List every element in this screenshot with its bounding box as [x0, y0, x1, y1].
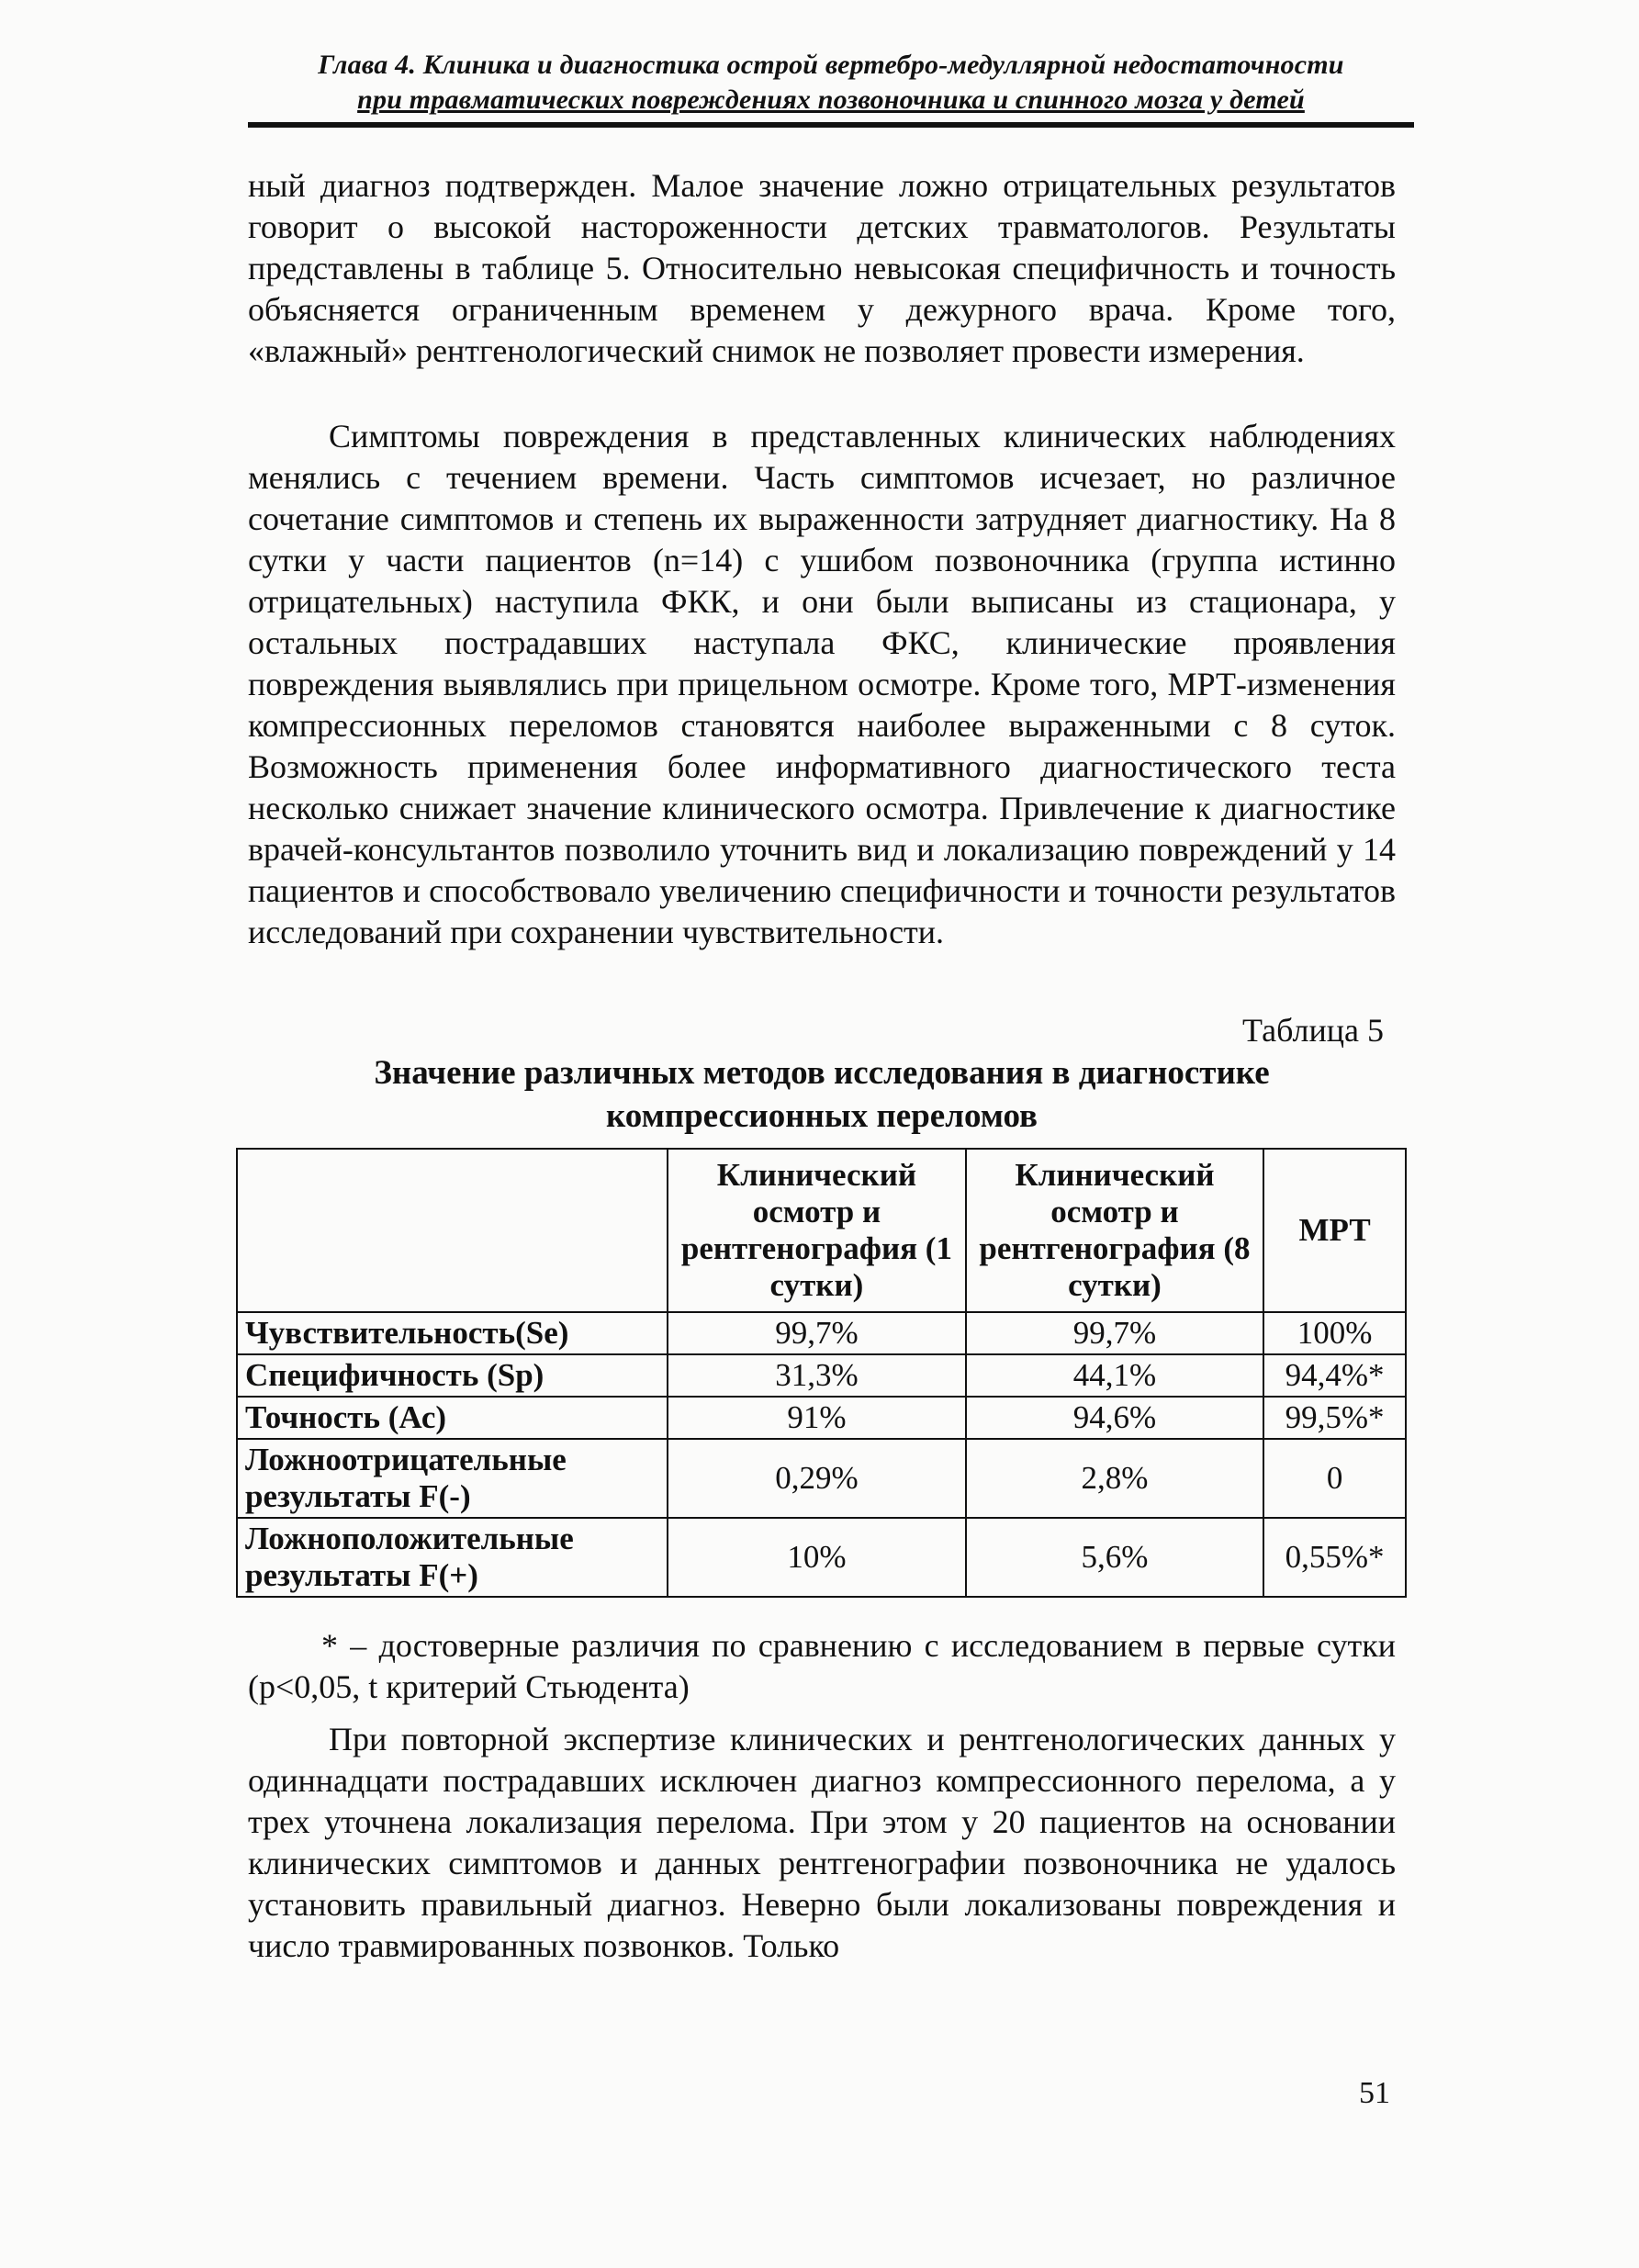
cell-value: 5,6% — [966, 1518, 1264, 1597]
running-header — [248, 48, 1414, 118]
header-rule — [248, 122, 1414, 128]
cell-value: 0 — [1263, 1439, 1406, 1518]
cell-value: 2,8% — [966, 1439, 1264, 1518]
table-footnote — [248, 1625, 1396, 1708]
cell-value: 10% — [668, 1518, 966, 1597]
running-header-line-1: Глава 4. Клиника и диагностика острой вертебро-медуллярной недостаточности — [318, 50, 1344, 80]
table-header-day8: Клинический осмотр и рентгенография (8 сутки) — [966, 1149, 1264, 1312]
cell-value: 94,6% — [966, 1397, 1264, 1439]
table-header-mrt: МРТ — [1263, 1149, 1406, 1312]
cell-value: 0,29% — [668, 1439, 966, 1518]
cell-value: 91% — [668, 1397, 966, 1439]
table-row — [237, 1354, 1406, 1397]
paragraph-2-text: Симптомы повреждения в представленных клинических наблюдениях менялись с течением времени. Часть симптомов исчезает, но различное сочетание симптомов и степень их выраженности затрудняет диагностику. На 8 сутки у части пациентов (n=14) с ушибом позвоночника (группа истинно отрицательных) наступила ФКК, и они были выписаны из стационара, у остальных пострадавших наступала ФКС, клинические проявления повреждения выявлялись при прицельном осмотре. Кроме того, МРТ-изменения компрессионных переломов становятся наиболее выраженными с 8 суток. Возможность применения более информативного диагностического теста несколько снижает значение клинического осмотра. Привлечение к диагностике врачей-консультантов позволило уточнить вид и локализацию повреждений у 14 пациентов и способствовало увеличению специфичности и точности результатов исследований при сохранении чувствительности. — [248, 418, 1396, 950]
results-table — [236, 1148, 1407, 1598]
table-row — [237, 1439, 1406, 1518]
table-row — [237, 1397, 1406, 1439]
table-header-row — [237, 1149, 1406, 1312]
cell-value: 0,55%* — [1263, 1518, 1406, 1597]
paragraph-2 — [248, 416, 1396, 953]
paragraph-3-text: При повторной экспертизе клинических и рентгенологических данных у одиннадцати пострадавших исключен диагноз компрессионного перелома, а у трех уточнена локализация перелома. При этом у 20 пациентов на основании клинических симптомов и данных рентгенографии позвоночника не удалось установить правильный диагноз. Неверно были локализованы повреждения и число травмированных позвонков. Только — [248, 1721, 1396, 1964]
cell-value: 99,5%* — [1263, 1397, 1406, 1439]
table-label: Таблица 5 — [1242, 1012, 1384, 1049]
table-title: Значение различных методов исследования в диагностике компрессионных переломов — [374, 1054, 1270, 1135]
row-label: Ложноположительные результаты F(+) — [237, 1518, 668, 1597]
table-header-empty — [237, 1149, 668, 1312]
row-label: Ложноотрицательные результаты F(-) — [237, 1439, 668, 1518]
paragraph-1-text: ный диагноз подтвержден. Малое значение ложно отрицательных результатов говорит о высокой настороженности детских травматологов. Результаты представлены в таблице 5. Относительно невысокая специфичность и точность объясняется ограниченным временем у дежурного врача. Кроме того, «влажный» рентгенологический снимок не позволяет провести измерения. — [248, 167, 1396, 369]
paragraph-3 — [248, 1719, 1396, 1967]
cell-value: 94,4%* — [1263, 1354, 1406, 1397]
table-row — [237, 1312, 1406, 1354]
table-row — [237, 1518, 1406, 1597]
cell-value: 99,7% — [966, 1312, 1264, 1354]
row-label: Чувствительность(Se) — [237, 1312, 668, 1354]
footnote-text: * – достоверные различия по сравнению с исследованием в первые сутки (р<0,05, t критерий Стьюдента) — [248, 1627, 1396, 1705]
paragraph-1 — [248, 165, 1396, 372]
table-header-day1: Клинический осмотр и рентгенография (1 сутки) — [668, 1149, 966, 1312]
row-label: Специфичность (Sp) — [237, 1354, 668, 1397]
cell-value: 31,3% — [668, 1354, 966, 1397]
cell-value: 44,1% — [966, 1354, 1264, 1397]
page-number: 51 — [1359, 2076, 1390, 2110]
cell-value: 99,7% — [668, 1312, 966, 1354]
row-label: Точность (Ас) — [237, 1397, 668, 1439]
cell-value: 100% — [1263, 1312, 1406, 1354]
running-header-line-2: при травматических повреждениях позвоночника и спинного мозга у детей — [357, 84, 1305, 115]
